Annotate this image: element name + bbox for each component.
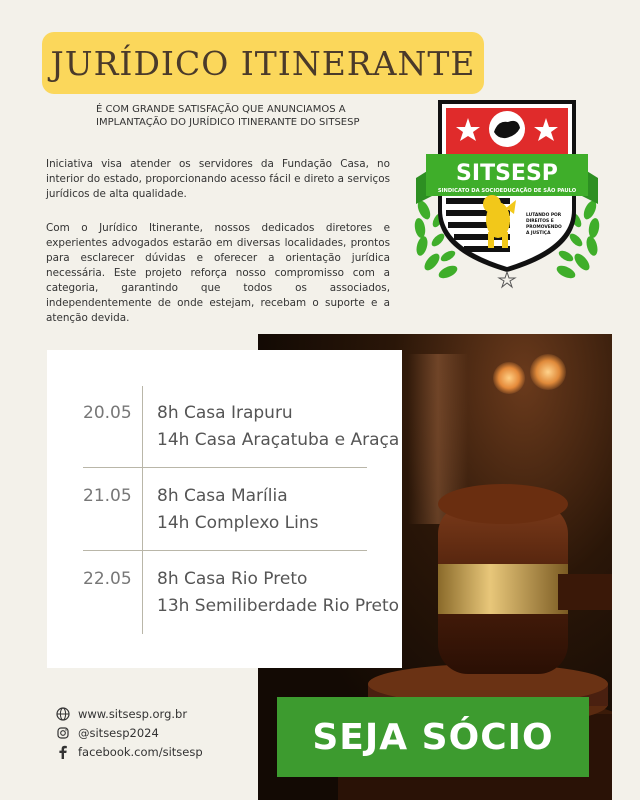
schedule-event: 8h Casa Irapuru [157, 403, 293, 423]
contact-list [56, 704, 203, 761]
contact-facebook[interactable] [56, 742, 203, 761]
contact-instagram[interactable] [56, 723, 203, 742]
globe-icon [56, 707, 70, 721]
schedule-date: 21.05 [83, 486, 132, 506]
logo-motto-1: LUTANDO POR [526, 213, 562, 218]
logo-subtitle: SINDICATO DA SOCIOEDUCAÇÃO DE SÃO PAULO [437, 188, 577, 194]
contact-text: facebook.com/sitsesp [78, 744, 203, 759]
contact-text: www.sitsesp.org.br [78, 706, 188, 721]
sitsesp-logo [402, 92, 612, 292]
schedule-event: 8h Casa Marília [157, 486, 288, 506]
facebook-icon [56, 745, 70, 759]
logo-motto-2: DIREITOS E [526, 219, 554, 224]
logo-name: SITSESP [456, 161, 558, 186]
details-paragraph: Com o Jurídico Itinerante, nossos dedicados diretores e experientes advogados estarão em diversas localidades, prontos para esclarecer dúvidas e oferecer a orientação jurídica necessária. Este projeto reforça nosso compromisso com a categoria, garantindo que todos os associados, independentemente de onde estejam, recebam o suporte e a atenção devida. [46, 222, 390, 324]
schedule-event: 14h Complexo Lins [157, 513, 319, 533]
intro-paragraph: Iniciativa visa atender os servidores da Fundação Casa, no interior do estado, proporcionando acesso fácil e direto a serviços jurídicos de alta qualidade. [46, 158, 390, 200]
contact-text: @sitsesp2024 [78, 725, 159, 740]
cta-label: SEJA SÓCIO [312, 716, 554, 758]
schedule-date: 20.05 [83, 403, 132, 423]
schedule-card [47, 350, 402, 668]
small-star-icon [499, 272, 515, 287]
logo-motto-4: A JUSTIÇA [526, 231, 551, 236]
schedule-date: 22.05 [83, 569, 132, 589]
divider-vertical [142, 386, 143, 634]
schedule-event: 14h Casa Araçatuba e Araça [157, 430, 400, 450]
become-member-button[interactable] [277, 697, 589, 777]
contact-website[interactable] [56, 704, 203, 723]
title-banner [42, 32, 484, 94]
divider-horizontal [83, 467, 367, 468]
instagram-icon [56, 726, 70, 740]
page-title: JURÍDICO ITINERANTE [50, 43, 476, 83]
schedule-event: 13h Semiliberdade Rio Preto [157, 596, 400, 616]
announcement-text: É COM GRANDE SATISFAÇÃO QUE ANUNCIAMOS A IMPLANTAÇÃO DO JURÍDICO ITINERANTE DO SITSESP [96, 104, 360, 128]
schedule-event: 8h Casa Rio Preto [157, 569, 308, 589]
divider-horizontal [83, 550, 367, 551]
logo-motto-3: PROMOVENDO [526, 225, 562, 230]
